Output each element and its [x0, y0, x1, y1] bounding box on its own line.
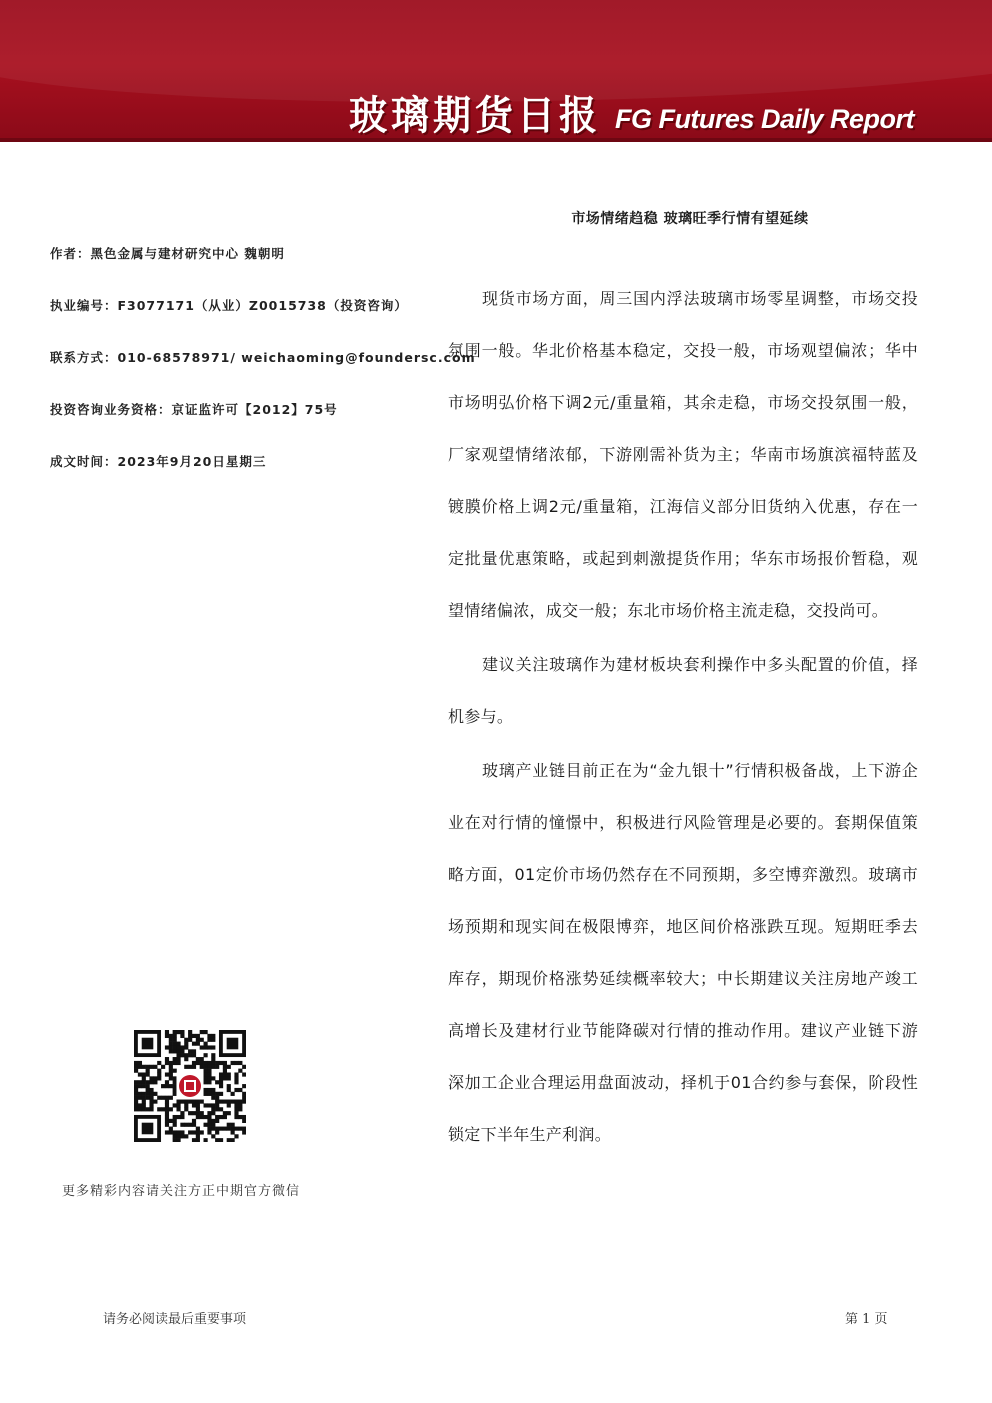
report-title: [349, 84, 914, 139]
report-title-cn: 玻璃期货日报: [348, 92, 601, 139]
qr-code-graphic: [134, 1030, 246, 1142]
author-line: 作者：黑色金属与建材研究中心 魏朝明: [50, 246, 285, 261]
qr-caption: 更多精彩内容请关注方正中期官方微信: [62, 1184, 301, 1199]
qualification-line: 投资咨询业务资格：京证监许可【2012】75号: [50, 402, 338, 417]
footer-notice: 请务必阅读最后重要事项: [103, 1312, 247, 1327]
page-number: 第 1 页: [845, 1312, 888, 1327]
license-line: 执业编号：F3077171（从业）Z0015738（投资咨询）: [50, 298, 408, 313]
article-paragraph: 建议关注玻璃作为建材板块套利操作中多头配置的价值，择机参与。: [448, 655, 918, 726]
report-meta: [50, 244, 476, 504]
date-line: 成文时间：2023年9月20日星期三: [50, 454, 267, 469]
article-title: 市场情绪趋稳 玻璃旺季行情有望延续: [571, 211, 809, 227]
article-paragraph: 现货市场方面，周三国内浮法玻璃市场零星调整，市场交投氛围一般。华北价格基本稳定，交投一般，市场观望偏浓；华中市场明弘价格下调2元/重量箱，其余走稳，市场交投氛围一般，厂家观望情绪浓郁，下游刚需补货为主；华南市场旗滨福特蓝及镀膜价格上调2元/重量箱，江海信义部分旧货纳入优惠，存在一定批量优惠策略，或起到刺激提货作用；华东市场报价暂稳，观望情绪偏浓，成交一般；东北市场价格主流走稳，交投尚可。: [448, 289, 918, 620]
report-title-en: FG Futures Daily Report: [614, 104, 914, 134]
header-band: [0, 0, 992, 142]
article: [448, 208, 918, 1163]
article-paragraph: 玻璃产业链目前正在为“金九银十”行情积极备战，上下游企业在对行情的憧憬中，积极进行风险管理是必要的。套期保值策略方面，01定价市场仍然存在不同预期，多空博弈激烈。玻璃市场预期和现实间在极限博弈，地区间价格涨跌互现。短期旺季去库存，期现价格涨势延续概率较大；中长期建议关注房地产竣工高增长及建材行业节能降碳对行情的推动作用。建议产业链下游深加工企业合理运用盘面波动，择机于01合约参与套保，阶段性锁定下半年生产利润。: [448, 761, 918, 1144]
wechat-qr-code: [134, 1030, 246, 1142]
contact-line: 联系方式：010-68578971/ weichaoming@foundersc.com: [50, 350, 476, 365]
